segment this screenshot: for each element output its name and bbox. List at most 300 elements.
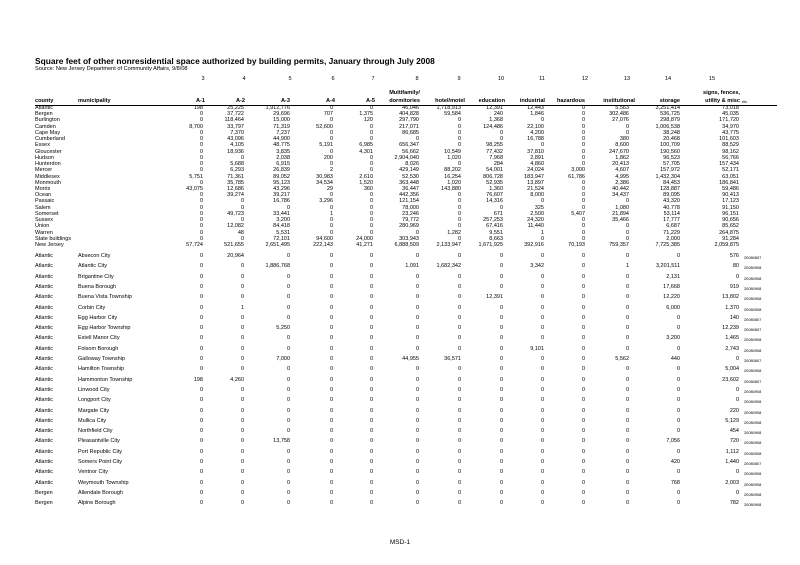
municipality-name: Brigantine City [78,273,114,280]
table-cell: 20,964 [227,253,244,259]
table-cell: 57,724 [186,242,203,249]
table-cell: 29 [326,185,333,192]
table-cell: 186,841 [719,179,739,186]
table-cell: 12,082 [227,223,244,230]
table-cell: 0 [625,428,629,435]
table-cell: 0 [457,417,461,424]
table-cell: 0 [625,489,629,496]
table-cell: 0 [581,263,585,270]
county-name: Sussex [35,217,54,224]
header-multifamily-top: Multifamily/ [389,90,420,96]
table-cell: 0 [286,366,290,373]
table-cell: 0 [581,253,585,259]
table-cell: 240 [493,111,503,118]
table-cell: 0 [199,167,203,174]
table-cell: 0 [457,217,461,224]
report-date: 20080908 [744,388,762,394]
table-cell: 6,888,509 [394,242,419,249]
table-cell: 0 [457,376,461,383]
table-cell: 0 [240,479,244,486]
table-cell: 0 [369,459,373,465]
table-cell: 0 [240,459,244,465]
table-cell: 0 [369,469,373,476]
table-cell: 7,000 [276,356,290,362]
table-cell: 1,091 [405,263,419,270]
table-cell: 0 [581,229,585,236]
table-cell: 0 [199,229,203,236]
table-cell: 0 [540,479,544,486]
table-cell: 0 [457,500,461,507]
table-cell: 0 [199,148,203,155]
county-name: Atlantic [35,263,54,270]
table-cell: 0 [329,469,333,476]
county-name: Atlantic [35,273,54,280]
table-cell: 0 [415,314,419,321]
county-name: Camden [35,123,56,130]
table-cell: 80 [732,263,739,270]
header-a4: A-4 [325,98,335,104]
table-cell: 0 [499,253,503,259]
table-cell: 39,217 [273,192,290,199]
table-cell: 0 [199,469,203,476]
table-cell: 0 [286,489,290,496]
header-a5: A-5 [365,98,375,104]
table-cell: 0 [369,198,373,205]
table-cell: 0 [581,129,585,136]
table-cell: 0 [581,428,585,435]
table-row [0,428,800,435]
table-cell: 0 [240,314,244,321]
report-date: 20080908 [744,275,762,281]
table-cell: 521,655 [224,242,244,249]
table-cell: 1,080 [615,204,629,211]
table-cell: 0 [625,304,629,311]
table-cell: 0 [581,356,585,362]
table-cell: 0 [329,217,333,224]
footer-label: MSD-1 [389,539,411,546]
table-cell: 1,682,342 [436,263,461,270]
table-cell: 12,220 [663,294,680,301]
table-cell: 34,534 [316,179,333,186]
table-cell: 0 [676,253,680,259]
municipality-name: Absecon City [78,253,111,259]
table-cell: 0 [457,273,461,280]
table-cell: 671 [493,210,503,217]
table-cell: 88,529 [722,142,739,149]
table-row [0,377,800,384]
table-cell: 220 [729,407,739,414]
table-cell: 40,778 [663,204,680,211]
column-number: 3 [201,76,205,82]
table-cell: 0 [499,376,503,383]
table-cell: 17,123 [722,198,739,205]
county-name: Atlantic [35,428,54,435]
table-cell: 0 [625,223,629,230]
municipality-name: Allendale Borough [78,489,123,496]
table-row [0,387,800,394]
table-cell: 363,448 [399,179,419,186]
county-name: Atlantic [35,314,54,321]
table-cell: 5,250 [276,325,290,332]
table-cell: 36,447 [402,185,419,192]
report-date: 20080807 [744,327,762,333]
table-cell: 43,296 [273,185,290,192]
table-cell: 0 [329,192,333,199]
table-cell: 3,251,414 [655,105,680,111]
municipality-name: Buena Vista Township [78,294,132,301]
table-cell: 0 [369,123,373,130]
table-cell: 1,465 [725,335,739,342]
county-name: Burlington [35,117,60,124]
table-row [0,263,800,270]
table-cell: 0 [540,335,544,342]
table-cell: 101,603 [719,136,739,143]
municipality-name: Weymouth Township [78,479,129,486]
municipality-name: Buena Borough [78,283,117,290]
table-cell: 143,880 [441,185,461,192]
table-cell: 12,443 [527,105,544,111]
table-cell: 91,284 [722,235,739,242]
table-cell: 1,886,768 [265,263,290,270]
table-cell: 18,936 [227,148,244,155]
table-cell: 100,709 [660,142,680,149]
table-cell: 0 [199,366,203,373]
table-row [0,253,800,260]
table-cell: 0 [581,479,585,486]
table-cell: 0 [457,489,461,496]
table-cell: 91,150 [722,204,739,211]
table-row [0,459,800,466]
table-cell: 2,131 [666,273,680,280]
municipality-name: Hamilton Township [78,366,125,373]
table-cell: 2,651,495 [265,242,290,249]
table-cell: 0 [625,479,629,486]
table-cell: 0 [329,294,333,301]
table-cell: 121,154 [399,198,419,205]
table-cell: 0 [199,235,203,242]
table-cell: 707 [323,111,333,118]
table-cell: 43,096 [227,136,244,143]
table-cell: 0 [240,217,244,224]
table-cell: 0 [199,314,203,321]
table-cell: 0 [499,129,503,136]
table-cell: 0 [415,459,419,465]
table-cell: 0 [457,192,461,199]
table-cell: 0 [499,345,503,352]
table-cell: 0 [240,283,244,290]
header-signs-suffix: etc [742,99,748,104]
table-cell: 404,828 [399,111,419,118]
table-cell: 1,432,304 [655,173,680,180]
table-cell: 0 [457,235,461,242]
table-cell: 9,551 [489,229,503,236]
table-cell: 0 [540,273,544,280]
table-cell: 0 [457,253,461,259]
table-cell: 0 [369,376,373,383]
table-cell: 53,114 [663,210,680,217]
table-cell: 0 [581,386,585,393]
table-cell: 1 [329,210,333,217]
table-cell: 29,696 [273,111,290,118]
table-cell: 30,983 [316,173,333,180]
table-cell: 24,024 [527,167,544,174]
table-cell: 0 [676,376,680,383]
table-cell: 0 [199,179,203,186]
table-cell: 0 [540,304,544,311]
table-cell: 0 [369,407,373,414]
table-cell: 1,520 [359,179,373,186]
table-cell: 0 [369,154,373,161]
table-cell: 0 [581,294,585,301]
table-cell: 1,368 [489,117,503,124]
table-cell: 0 [415,273,419,280]
table-cell: 0 [540,469,544,476]
table-cell: 0 [625,459,629,465]
table-cell: 0 [581,185,585,192]
table-cell: 9,101 [530,345,544,352]
table-cell: 59,584 [444,111,461,118]
report-date: 20080908 [744,347,762,353]
table-cell: 0 [329,397,333,404]
table-cell: 7,968 [489,154,503,161]
table-cell: 2,000 [666,235,680,242]
table-cell: 0 [329,479,333,486]
table-cell: 0 [369,263,373,270]
table-cell: 8,000 [530,192,544,199]
table-cell: 0 [499,459,503,465]
table-cell: 0 [540,428,544,435]
table-cell: 15,000 [273,117,290,124]
table-cell: 45,035 [722,111,739,118]
table-cell: 59,486 [722,185,739,192]
table-cell: 0 [369,204,373,211]
header-hotel: hotel/motel [435,98,465,104]
column-number: 14 [664,76,672,82]
table-cell: 0 [199,273,203,280]
table-cell: 43,320 [663,198,680,205]
table-cell: 3,200 [666,335,680,342]
table-cell: 61,786 [568,173,585,180]
table-cell: 0 [540,489,544,496]
table-cell: 222,143 [313,242,333,249]
county-name: Cape May [35,129,61,136]
header-signs-bottom: utility & misc [705,98,740,104]
table-cell: 0 [625,366,629,373]
table-cell: 0 [499,263,503,270]
table-cell: 0 [199,154,203,161]
table-cell: 14,316 [486,198,503,205]
table-cell: 0 [329,263,333,270]
table-cell: 48 [237,229,244,236]
table-cell: 0 [625,235,629,242]
table-cell: 34,437 [612,192,629,199]
table-cell: 41,271 [356,242,373,249]
table-cell: 0 [199,397,203,404]
table-cell: 33,797 [227,123,244,130]
table-cell: 0 [240,356,244,362]
table-cell: 0 [581,105,585,111]
table-cell: 0 [625,294,629,301]
table-cell: 63,051 [722,173,739,180]
table-cell: 2,003 [725,479,739,486]
table-cell: 0 [499,204,503,211]
table-cell: 7,370 [230,129,244,136]
table-cell: 1 [240,304,244,311]
table-cell: 0 [199,198,203,205]
table-cell: 0 [457,407,461,414]
table-cell: 157,434 [719,161,739,168]
table-cell: 0 [581,136,585,143]
table-cell: 0 [499,335,503,342]
table-cell: 37,810 [527,148,544,155]
table-cell: 0 [625,469,629,476]
county-name: Somerset [35,210,59,217]
table-cell: 0 [286,448,290,455]
table-cell: 2,500 [530,210,544,217]
municipality-name: Atlantic City [78,263,108,270]
municipality-name: Estell Manor City [78,335,120,342]
table-cell: 0 [457,345,461,352]
table-cell: 0 [286,204,290,211]
table-cell: 0 [457,117,461,124]
table-cell: 1,375 [359,111,373,118]
county-name: Ocean [35,192,52,199]
table-cell: 0 [457,325,461,332]
table-cell: 0 [581,417,585,424]
table-cell: 0 [369,448,373,455]
table-cell: 0 [199,117,203,124]
table-cell: 0 [369,428,373,435]
table-cell: 0 [581,459,585,465]
table-cell: 0 [329,136,333,143]
table-cell: 95,123 [273,179,290,186]
county-name: Essex [35,142,50,149]
table-cell: 1,020 [447,179,461,186]
table-row [0,305,800,312]
table-cell: 0 [240,438,244,445]
table-cell: 98,162 [722,148,739,155]
table-cell: 0 [676,417,680,424]
table-cell: 0 [286,469,290,476]
county-name: Warren [35,229,53,236]
county-name: Union [35,223,50,230]
table-cell: 806,728 [483,173,503,180]
table-cell: 71,319 [273,123,290,130]
table-cell: 0 [625,345,629,352]
table-cell: 0 [581,111,585,118]
table-cell: 0 [329,438,333,445]
table-cell: 0 [581,438,585,445]
table-cell: 71,361 [227,173,244,180]
table-row [0,335,800,342]
table-cell: 0 [581,198,585,205]
table-cell: 79,772 [402,217,419,224]
county-name: Atlantic [35,417,54,424]
table-cell: 5,004 [725,366,739,373]
table-cell: 2,891 [530,154,544,161]
table-cell: 656,347 [399,142,419,149]
table-cell: 0 [369,223,373,230]
table-cell: 44,900 [273,136,290,143]
table-cell: 0 [676,325,680,332]
table-cell: 198 [193,105,203,111]
county-name: Atlantic [35,386,54,393]
table-cell: 0 [329,283,333,290]
table-cell: 0 [499,304,503,311]
table-cell: 0 [457,386,461,393]
table-cell: 0 [540,448,544,455]
municipality-name: Linwood City [78,386,110,393]
table-cell: 72,101 [273,235,290,242]
municipality-name: Somers Point City [78,459,123,465]
report-date: 20080807 [744,461,762,466]
table-cell: 13,758 [273,438,290,445]
table-cell: 11,440 [527,223,544,230]
table-cell: 0 [199,210,203,217]
table-cell: 43,775 [722,129,739,136]
table-cell: 0 [329,448,333,455]
table-cell: 380 [619,136,629,143]
table-cell: 2,904,040 [394,154,419,161]
table-cell: 39,274 [227,192,244,199]
table-cell: 0 [329,407,333,414]
table-cell: 84,453 [663,179,680,186]
table-cell: 0 [369,105,373,111]
table-cell: 0 [581,283,585,290]
table-cell: 8,600 [615,142,629,149]
table-cell: 96,151 [722,210,739,217]
table-cell: 0 [369,136,373,143]
table-cell: 1,360 [489,185,503,192]
table-cell: 0 [676,366,680,373]
table-cell: 16,786 [273,198,290,205]
table-cell: 0 [540,117,544,124]
table-cell: 0 [540,417,544,424]
county-name: Atlantic [35,105,54,111]
table-cell: 0 [457,283,461,290]
table-cell: 0 [540,253,544,259]
table-cell: 23,602 [722,376,739,383]
report-date: 20080908 [744,481,762,487]
county-name: Bergen [35,111,53,118]
table-cell: 0 [735,489,739,496]
table-cell: 0 [625,407,629,414]
table-cell: 33,441 [273,210,290,217]
table-cell: 0 [369,229,373,236]
table-cell: 5,688 [230,161,244,168]
table-cell: 442,356 [399,192,419,199]
table-cell: 8,026 [405,161,419,168]
table-cell: 2,386 [615,179,629,186]
table-cell: 759,357 [609,242,629,249]
table-cell: 0 [199,294,203,301]
table-cell: 0 [735,397,739,404]
table-row [0,242,800,249]
table-row [0,356,800,363]
table-cell: 1,370 [725,304,739,311]
header-a3: A-3 [280,98,290,104]
table-cell: 0 [286,500,290,507]
table-cell: 124,486 [483,123,503,130]
table-cell: 0 [415,448,419,455]
table-cell: 6,000 [666,304,680,311]
table-cell: 52,530 [402,173,419,180]
table-cell: 0 [415,283,419,290]
table-cell: 0 [286,428,290,435]
table-cell: 264,875 [719,229,739,236]
table-cell: 70,193 [568,242,585,249]
table-cell: 0 [199,489,203,496]
